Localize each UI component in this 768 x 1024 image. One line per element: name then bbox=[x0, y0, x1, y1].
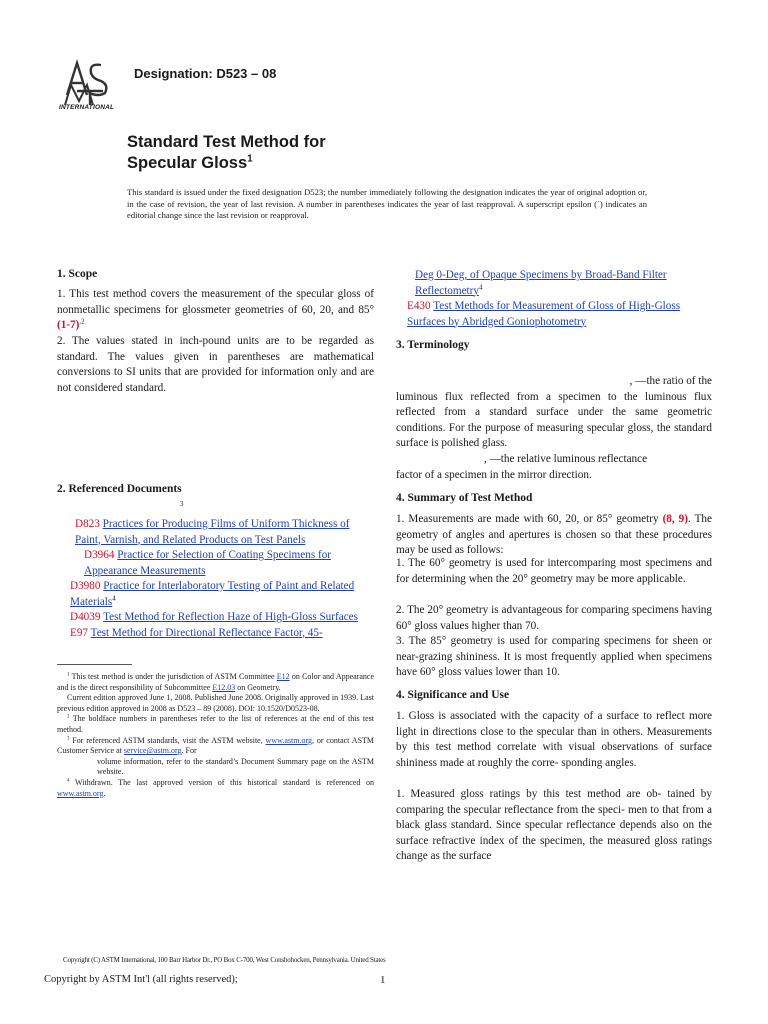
refdoc-code: E97 bbox=[70, 626, 89, 639]
refdocs-sup: 3 bbox=[180, 500, 184, 508]
refdoc-sup: 4 bbox=[479, 282, 483, 291]
refdoc-link[interactable]: Practice for Interlaboratory Testing of Paint and Related Materials bbox=[70, 580, 355, 608]
fn3-text-c: . For bbox=[181, 746, 197, 756]
refdoc-list bbox=[70, 517, 370, 641]
refdoc-continuation bbox=[407, 268, 715, 330]
footnote-1: $^1$ This test method is under the jurisdiction of ASTM Committee E12 on Color and Appearance and is the direct responsibility of Subcommittee E12.03 on Geometry. bbox=[57, 672, 375, 692]
list-item bbox=[84, 548, 370, 579]
terminology-paragraph-2 bbox=[396, 452, 712, 483]
summary-paragraph-2: 1. The 60° geometry is used for intercomparing most specimens and for determining when the 20° geometry may be more applicable. bbox=[396, 557, 712, 585]
terminology-p2-rest: factor of a specimen in the mirror direction. bbox=[396, 468, 592, 481]
designation: Designation: D523 – 08 bbox=[134, 66, 277, 81]
page-title bbox=[127, 132, 326, 173]
scope-paragraph-2: 2. The values stated in inch-pound units are to be regarded as standard. The values given in parentheses are mathematical conversions to SI units that are provided for information only and are not considered standard. bbox=[57, 335, 374, 394]
significance-paragraph-1: 1. Gloss is associated with the capacity of a surface to reflect more light in directions close to the specular than in others. Measurements by this test method correlate with visual observations of surface shininess made at roughly the corre- sponding angles. bbox=[396, 710, 712, 769]
page-number: 1 bbox=[380, 974, 386, 986]
list-item bbox=[415, 268, 715, 299]
list-item bbox=[75, 517, 370, 548]
title-line-1: Standard Test Method for bbox=[127, 133, 326, 151]
fn1-text-c: on Geometry. bbox=[235, 682, 281, 692]
fn4-text-a: Withdrawn. The last approved version of this historical standard is referenced on bbox=[75, 777, 374, 787]
refdoc-code: D4039 bbox=[70, 611, 101, 623]
scope-p1-text: 1. This test method covers the measurement of the specular gloss of nonmetallic specimens for glossmeter geometries of 60, 20, and 85° bbox=[57, 288, 374, 316]
intro-paragraph: This standard is issued under the fixed designation D523; the number immediately following the designation indicates the year of original adoption or, in the case of revision, the year of last revision. A number in parentheses indicates the year of last reapproval. A superscript epsilon (´) indicates an editorial change since the last revision or reapproval. bbox=[127, 187, 647, 221]
scope-ref-link[interactable]: (1-7) bbox=[57, 319, 80, 332]
list-item bbox=[70, 579, 370, 610]
scope-sup: .2 bbox=[79, 317, 85, 326]
footnote-1-edition: Current edition approved June 1, 2008. Published June 2008. Originally approved in 1939. Last previous edition approved in 2008 as D523 – 89 (2008). DOI: 10.1520/D0523-08. bbox=[57, 693, 374, 713]
section-terminology-heading: 3. Terminology bbox=[396, 339, 470, 351]
refdoc-link[interactable]: Practices for Producing Films of Uniform Thickness of Paint, Varnish, and Related Products on Test Panels bbox=[75, 518, 350, 546]
fn3-link-email[interactable]: service@astm.org bbox=[123, 746, 182, 756]
scope-paragraph-1 bbox=[57, 287, 374, 334]
summary-paragraph-4: 3. The 85° geometry is used for comparing specimens for sheen or near-grazing shininess. It is most frequently applied when specimens have 60° gloss values lower than 10. bbox=[396, 635, 712, 679]
copyright-line: Copyright (C) ASTM International, 100 Barr Harbor Dr., PO Box C-700, West Conshohocken, Pennsylvania. United States bbox=[63, 956, 386, 964]
fn1-text-a: This test method is under the jurisdiction of ASTM Committee bbox=[71, 672, 277, 681]
summary-ref-link[interactable]: (8, 9) bbox=[662, 513, 688, 525]
fn1-link-e12[interactable]: E12 bbox=[276, 672, 290, 681]
title-line-2-text: Specular Gloss bbox=[127, 153, 248, 172]
refdoc-link[interactable]: Test Methods for Measurement of Gloss of High-Gloss Surfaces by Abridged Goniophotometry bbox=[407, 300, 681, 328]
fn2-text: The boldface numbers in parentheses refer to the list of references at the end of this test method. bbox=[57, 714, 375, 734]
refdoc-link[interactable]: Test Method for Directional Reflectance Factor, 45- bbox=[90, 626, 323, 639]
refdoc-sup: 4 bbox=[112, 593, 116, 602]
fn3-text-a: For referenced ASTM standards, visit the ASTM website, bbox=[72, 735, 266, 745]
summary-paragraph-3: 2. The 20° geometry is advantageous for comparing specimens having 60° gloss values higher than 70. bbox=[396, 604, 712, 632]
refdoc-code: E430 bbox=[407, 300, 431, 312]
title-line-2 bbox=[127, 153, 326, 174]
section-summary-heading: 4. Summary of Test Method bbox=[396, 492, 533, 504]
significance-paragraph-2: 1. Measured gloss ratings by this test method are ob- tained by comparing the specular reflectance from the speci- men to that from a black glass standard. Since specular reflectance depends also on the surface refractive index of the specimen, the measured gloss ratings change as the surface bbox=[396, 788, 712, 863]
terminology-p1-rest: luminous flux reflected from a specimen to the luminous flux reflected from a standard surface under the same geometric conditions. For the purpose of measuring specular gloss, the standard surface is polished glass. bbox=[396, 390, 712, 450]
refdoc-link[interactable]: Practice for Selection of Coating Specimens for Appearance Measurements bbox=[84, 549, 332, 577]
section-refdocs-heading: 2. Referenced Documents bbox=[57, 483, 182, 495]
summary-paragraph-1 bbox=[396, 512, 712, 559]
footer-copyright: Copyright by ASTM Int'l (all rights reserved); bbox=[44, 974, 238, 985]
footnote-4: $^4$ Withdrawn. The last approved version of this historical standard is referenced on www.astm.org. bbox=[57, 777, 374, 798]
footnote-divider bbox=[57, 664, 132, 665]
fn3-link-website[interactable]: www.astm.org bbox=[265, 735, 312, 745]
section-scope-heading: 1. Scope bbox=[57, 268, 98, 280]
summary-p1-tail: . The geometry of angles and apertures is chosen so that these procedures may be used as follows: bbox=[396, 513, 712, 557]
refdoc-link[interactable]: Test Method for Reflection Haze of High-Gloss Surfaces bbox=[103, 611, 358, 623]
astm-logo bbox=[57, 55, 123, 115]
refdoc-code: D3964 bbox=[84, 549, 115, 561]
fn4-text-b: . bbox=[103, 788, 106, 798]
fn1-link-e1203[interactable]: E12.03 bbox=[212, 682, 236, 692]
fn3-text-d: volume information, refer to the standard’s Document Summary page on the ASTM website. bbox=[97, 756, 374, 777]
list-item bbox=[70, 626, 370, 642]
summary-p1-text: 1. Measurements are made with 60, 20, or 85° geometry bbox=[396, 513, 663, 525]
title-sup: 1 bbox=[247, 153, 253, 164]
fn4-link[interactable]: www.astm.org bbox=[57, 788, 104, 798]
fn3-text-b: , or contact ASTM Customer Service at bbox=[57, 735, 375, 756]
list-item bbox=[407, 299, 715, 330]
footnotes bbox=[57, 672, 374, 799]
refdoc-code: D823 bbox=[75, 518, 100, 530]
footnote-2: $^2$ The boldface numbers in parentheses refer to the list of references at the end of this test method. bbox=[57, 714, 375, 734]
terminology-paragraph-1 bbox=[396, 374, 712, 452]
refdoc-code: D3980 bbox=[70, 580, 101, 592]
terminology-p2-lead: , —the relative luminous reflectance bbox=[484, 453, 648, 465]
logo-subtext: INTERNATIONAL bbox=[59, 104, 115, 111]
refdoc-link-e97-cont[interactable]: Deg 0-Deg, of Opaque Specimens by Broad-Band Filter Reflectometry bbox=[415, 269, 667, 297]
list-item bbox=[70, 610, 370, 626]
section-significance-heading: 4. Significance and Use bbox=[396, 689, 510, 701]
footnote-3: $^3$ For referenced ASTM standards, visit the ASTM website, www.astm.org, or contact ASTM Customer Service at service@astm.org. For volume information, refer to the standard’s Document Summary page on the ASTM website. bbox=[57, 735, 375, 777]
fn1-text-b: on Color and Appearance and is the direct responsibility of Subcommittee bbox=[57, 672, 375, 692]
terminology-p1-lead: , —the ratio of the bbox=[629, 375, 712, 387]
